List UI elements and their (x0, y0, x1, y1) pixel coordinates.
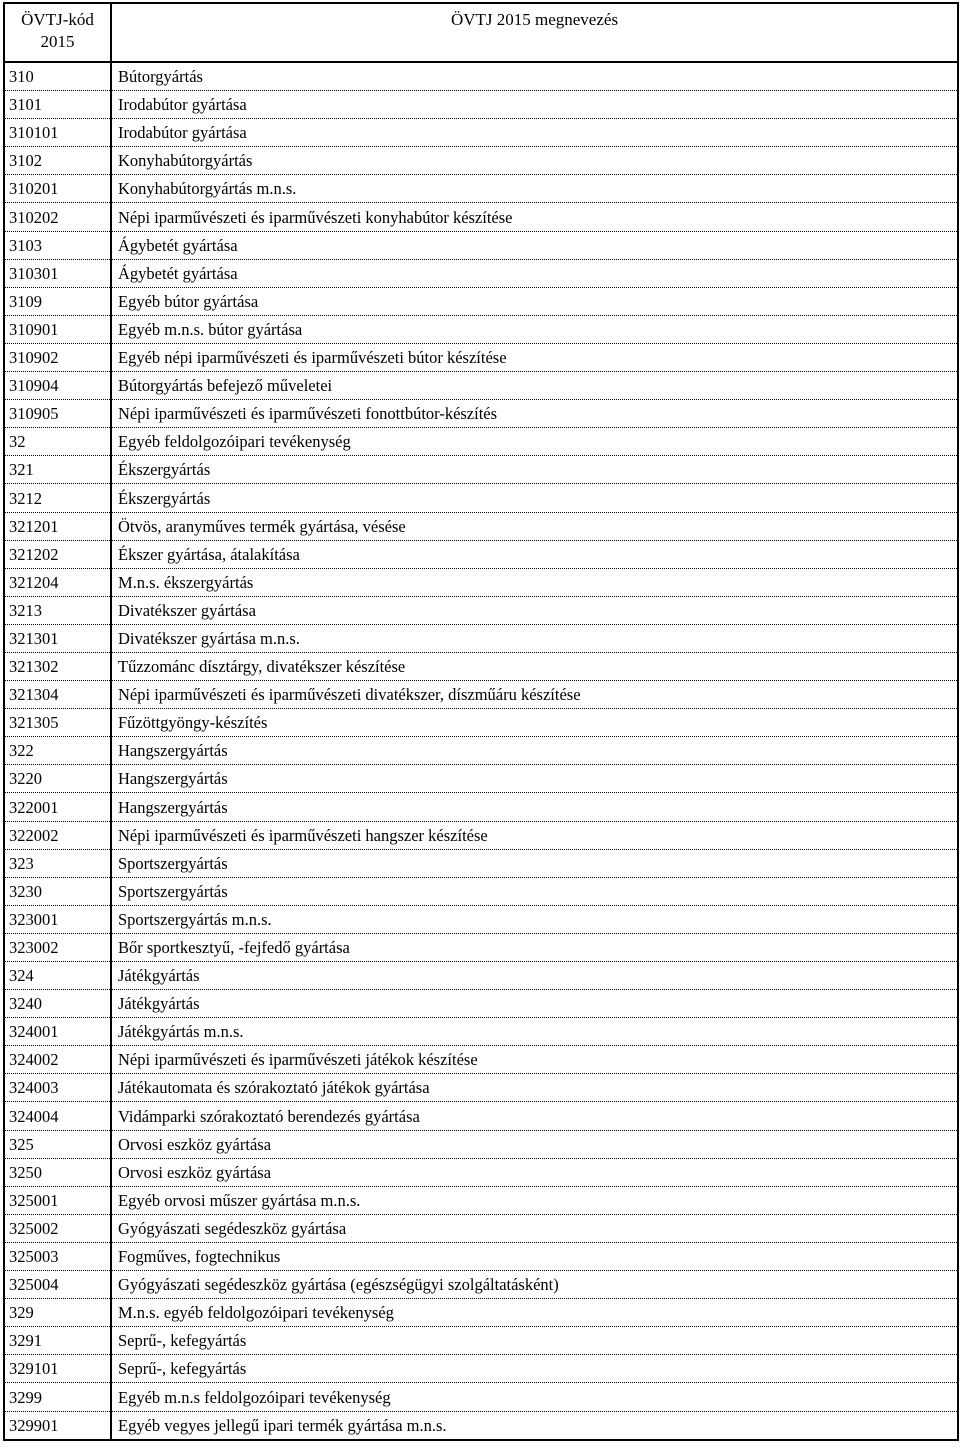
table-row (4, 512, 958, 540)
row-code: 321301 (4, 624, 111, 652)
row-name: M.n.s. egyéb feldolgozóipari tevékenység (111, 1299, 958, 1327)
row-code: 325003 (4, 1242, 111, 1270)
table-row (4, 287, 958, 315)
row-name: Hangszergyártás (111, 765, 958, 793)
table-row (4, 1046, 958, 1074)
row-code: 325001 (4, 1186, 111, 1214)
row-code: 3212 (4, 484, 111, 512)
table-row (4, 1242, 958, 1270)
table-row (4, 737, 958, 765)
row-name: Ékszergyártás (111, 484, 958, 512)
row-code: 310 (4, 62, 111, 91)
row-name: Orvosi eszköz gyártása (111, 1130, 958, 1158)
row-name: Ágybetét gyártása (111, 259, 958, 287)
row-name: Ágybetét gyártása (111, 231, 958, 259)
row-code: 322 (4, 737, 111, 765)
row-name: Egyéb m.n.s. bútor gyártása (111, 315, 958, 343)
row-code: 324003 (4, 1074, 111, 1102)
code-table-sheet (3, 2, 957, 1441)
row-code: 3109 (4, 287, 111, 315)
table-row (4, 962, 958, 990)
row-code: 324004 (4, 1102, 111, 1130)
table-row (4, 1271, 958, 1299)
row-code: 323001 (4, 905, 111, 933)
row-name: Játékgyártás (111, 990, 958, 1018)
row-name: Egyéb vegyes jellegű ipari termék gyártása m.n.s. (111, 1411, 958, 1440)
row-code: 321 (4, 456, 111, 484)
table-row (4, 456, 958, 484)
row-code: 3103 (4, 231, 111, 259)
row-name: Orvosi eszköz gyártása (111, 1158, 958, 1186)
name-column-header: ÖVTJ 2015 megnevezés (111, 3, 958, 62)
row-code: 321202 (4, 540, 111, 568)
row-name: Egyéb m.n.s feldolgozóipari tevékenység (111, 1383, 958, 1411)
code-header-line1: ÖVTJ-kód (21, 10, 94, 29)
row-name: Gyógyászati segédeszköz gyártása (111, 1214, 958, 1242)
row-name: Hangszergyártás (111, 737, 958, 765)
row-name: Népi iparművészeti és iparművészeti játékok készítése (111, 1046, 958, 1074)
row-name: Vidámparki szórakoztató berendezés gyártása (111, 1102, 958, 1130)
row-name: Sportszergyártás (111, 877, 958, 905)
row-name: Divatékszer gyártása m.n.s. (111, 624, 958, 652)
row-name: Fogműves, fogtechnikus (111, 1242, 958, 1270)
row-name: Egyéb bútor gyártása (111, 287, 958, 315)
row-code: 321204 (4, 568, 111, 596)
row-name: Divatékszer gyártása (111, 596, 958, 624)
table-row (4, 1355, 958, 1383)
table-row (4, 1214, 958, 1242)
row-code: 321302 (4, 652, 111, 680)
table-row (4, 372, 958, 400)
table-row (4, 400, 958, 428)
table-row (4, 343, 958, 371)
row-name: Ötvös, aranyműves termék gyártása, vésése (111, 512, 958, 540)
table-row (4, 596, 958, 624)
row-name: Irodabútor gyártása (111, 91, 958, 119)
row-code: 324001 (4, 1018, 111, 1046)
table-row (4, 1158, 958, 1186)
header-row (4, 3, 958, 62)
row-name: Konyhabútorgyártás m.n.s. (111, 175, 958, 203)
row-name: Sportszergyártás m.n.s. (111, 905, 958, 933)
table-row (4, 990, 958, 1018)
row-name: M.n.s. ékszergyártás (111, 568, 958, 596)
table-row (4, 1074, 958, 1102)
row-code: 325002 (4, 1214, 111, 1242)
ovtj-code-table (3, 2, 959, 1441)
table-header (4, 3, 958, 62)
row-name: Sportszergyártás (111, 849, 958, 877)
row-code: 321305 (4, 709, 111, 737)
table-row (4, 624, 958, 652)
row-name: Bútorgyártás (111, 62, 958, 91)
table-row (4, 877, 958, 905)
row-code: 310901 (4, 315, 111, 343)
row-code: 329901 (4, 1411, 111, 1440)
table-body (4, 62, 958, 1440)
row-code: 321304 (4, 681, 111, 709)
table-row (4, 568, 958, 596)
table-row (4, 119, 958, 147)
row-name: Népi iparművészeti és iparművészeti divatékszer, díszműáru készítése (111, 681, 958, 709)
table-row (4, 175, 958, 203)
table-row (4, 1018, 958, 1046)
table-row (4, 652, 958, 680)
row-code: 322002 (4, 821, 111, 849)
row-code: 3250 (4, 1158, 111, 1186)
row-name: Seprű-, kefegyártás (111, 1327, 958, 1355)
row-name: Seprű-, kefegyártás (111, 1355, 958, 1383)
row-code: 310904 (4, 372, 111, 400)
row-code: 329101 (4, 1355, 111, 1383)
row-code: 310202 (4, 203, 111, 231)
row-code: 310101 (4, 119, 111, 147)
table-row (4, 709, 958, 737)
row-name: Egyéb orvosi műszer gyártása m.n.s. (111, 1186, 958, 1214)
row-code: 325004 (4, 1271, 111, 1299)
code-header-line2: 2015 (40, 32, 75, 51)
row-name: Irodabútor gyártása (111, 119, 958, 147)
row-code: 321201 (4, 512, 111, 540)
row-name: Tűzzománc dísztárgy, divatékszer készítése (111, 652, 958, 680)
row-code: 3230 (4, 877, 111, 905)
row-name: Népi iparművészeti és iparművészeti konyhabútor készítése (111, 203, 958, 231)
table-row (4, 933, 958, 961)
row-code: 324 (4, 962, 111, 990)
row-name: Gyógyászati segédeszköz gyártása (egészségügyi szolgáltatásként) (111, 1271, 958, 1299)
row-code: 3220 (4, 765, 111, 793)
row-code: 325 (4, 1130, 111, 1158)
row-name: Bőr sportkesztyű, -fejfedő gyártása (111, 933, 958, 961)
row-name: Ékszergyártás (111, 456, 958, 484)
row-code: 3102 (4, 147, 111, 175)
row-name: Hangszergyártás (111, 793, 958, 821)
table-row (4, 259, 958, 287)
row-name: Ékszer gyártása, átalakítása (111, 540, 958, 568)
row-code: 310301 (4, 259, 111, 287)
row-code: 323 (4, 849, 111, 877)
table-row (4, 540, 958, 568)
row-code: 3213 (4, 596, 111, 624)
table-row (4, 905, 958, 933)
row-name: Népi iparművészeti és iparművészeti fonottbútor-készítés (111, 400, 958, 428)
row-name: Népi iparművészeti és iparművészeti hangszer készítése (111, 821, 958, 849)
row-code: 32 (4, 428, 111, 456)
row-code: 323002 (4, 933, 111, 961)
table-row (4, 1327, 958, 1355)
table-row (4, 428, 958, 456)
row-name: Bútorgyártás befejező műveletei (111, 372, 958, 400)
table-row (4, 849, 958, 877)
row-code: 329 (4, 1299, 111, 1327)
table-row (4, 681, 958, 709)
table-row (4, 1299, 958, 1327)
row-code: 310905 (4, 400, 111, 428)
table-row (4, 203, 958, 231)
row-name: Játékautomata és szórakoztató játékok gyártása (111, 1074, 958, 1102)
table-row (4, 147, 958, 175)
row-code: 3240 (4, 990, 111, 1018)
table-row (4, 821, 958, 849)
table-row (4, 484, 958, 512)
row-name: Játékgyártás m.n.s. (111, 1018, 958, 1046)
table-row (4, 1383, 958, 1411)
table-row (4, 1411, 958, 1440)
row-code: 3299 (4, 1383, 111, 1411)
table-row (4, 1102, 958, 1130)
row-code: 3101 (4, 91, 111, 119)
table-row (4, 793, 958, 821)
row-name: Játékgyártás (111, 962, 958, 990)
row-code: 324002 (4, 1046, 111, 1074)
table-row (4, 315, 958, 343)
row-name: Fűzöttgyöngy-készítés (111, 709, 958, 737)
row-code: 310201 (4, 175, 111, 203)
code-column-header (4, 3, 111, 62)
table-row (4, 1130, 958, 1158)
row-name: Egyéb feldolgozóipari tevékenység (111, 428, 958, 456)
row-name: Egyéb népi iparművészeti és iparművészeti bútor készítése (111, 343, 958, 371)
table-row (4, 62, 958, 91)
row-code: 3291 (4, 1327, 111, 1355)
table-row (4, 231, 958, 259)
table-row (4, 765, 958, 793)
row-name: Konyhabútorgyártás (111, 147, 958, 175)
table-row (4, 1186, 958, 1214)
row-code: 322001 (4, 793, 111, 821)
table-row (4, 91, 958, 119)
row-code: 310902 (4, 343, 111, 371)
